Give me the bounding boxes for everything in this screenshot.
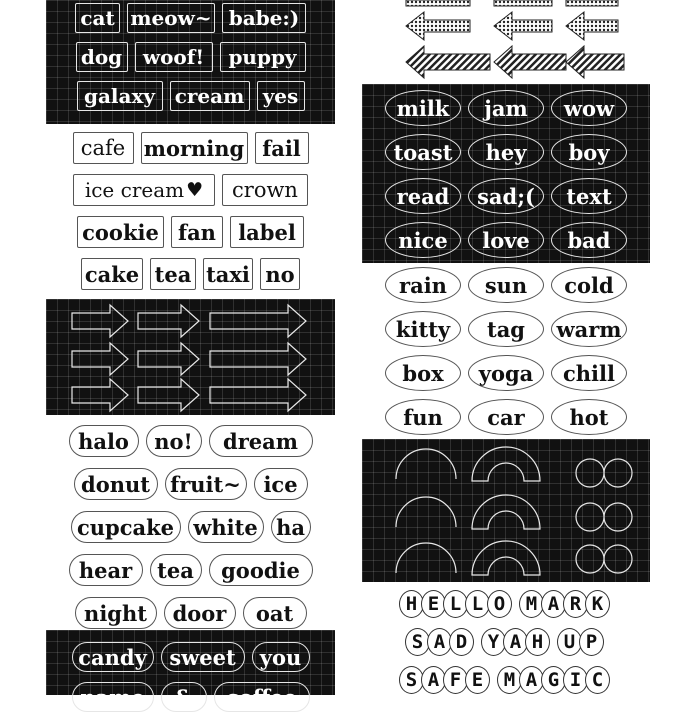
right-band-3 (362, 263, 650, 439)
word-sticker[interactable]: cake (81, 258, 143, 290)
word-sticker[interactable]: oat (243, 597, 307, 629)
word-sticker[interactable]: car (468, 399, 544, 435)
arc-icon (396, 449, 456, 479)
letter-bubble: L (443, 590, 468, 618)
striped-arrow-icon (494, 46, 566, 78)
word-sticker[interactable]: donut (74, 468, 158, 500)
letter-bubble: R (563, 590, 588, 618)
arrow-icon (210, 305, 306, 337)
sticker-row (362, 399, 650, 435)
letter-bubble: S (405, 628, 430, 656)
word-sticker[interactable]: hear (69, 554, 143, 586)
letter-bubble: H (525, 628, 550, 656)
word-sticker[interactable]: kitty (385, 311, 461, 347)
word-sticker[interactable]: & (161, 682, 207, 712)
letter-word-text (500, 666, 501, 667)
dotted-arrow-icon (566, 0, 618, 6)
word-sticker[interactable]: text (551, 178, 627, 214)
left-band-4 (46, 415, 335, 630)
word-sticker[interactable]: no! (146, 425, 202, 457)
rainbow-arch-icon (472, 495, 540, 529)
dotted-arrow-icon (406, 12, 470, 40)
cloud-icon (576, 545, 632, 573)
letter-word-text (484, 628, 485, 629)
word-sticker[interactable]: no (260, 258, 300, 290)
striped-arrow-icon (406, 46, 490, 78)
sticker-row (46, 258, 335, 290)
word-sticker[interactable]: coffee (214, 682, 310, 712)
sticker-label: ice cream (84, 178, 185, 202)
word-sticker[interactable]: rain (385, 267, 461, 303)
dotted-arrow-icon (406, 0, 470, 6)
word-sticker[interactable]: read (385, 178, 461, 214)
letter-word-text (408, 628, 409, 629)
word-sticker[interactable]: warm (551, 311, 627, 347)
letter-word-up[interactable] (560, 628, 604, 656)
letter-bubble: A (519, 666, 544, 694)
word-sticker[interactable]: cat (75, 3, 120, 33)
letter-word-safe[interactable] (402, 666, 490, 694)
dotted-arrow-icon (494, 12, 552, 40)
sticker-row (46, 511, 335, 543)
word-sticker[interactable]: white (188, 511, 264, 543)
word-sticker[interactable]: dog (76, 42, 128, 72)
arc-icon (396, 543, 456, 573)
right-sticker-sheet (362, 0, 650, 695)
arrow-icon (72, 379, 128, 411)
sticker-row (46, 216, 335, 248)
letter-bubble: Y (481, 628, 506, 656)
letter-bubble: A (421, 666, 446, 694)
word-sticker[interactable]: boy (551, 134, 627, 170)
arc-icon (396, 497, 456, 527)
arrow-stickers (46, 299, 335, 415)
letter-bubble: A (503, 628, 528, 656)
word-sticker[interactable]: goodie (209, 554, 313, 586)
left-band-1 (46, 0, 335, 124)
letter-bubble: C (585, 666, 610, 694)
word-sticker[interactable]: crown (222, 174, 308, 206)
sticker-row (46, 132, 335, 164)
sticker-row (46, 42, 335, 72)
word-sticker[interactable]: puppy (220, 42, 306, 72)
letter-bubble: S (399, 666, 424, 694)
sticker-row (46, 682, 335, 712)
sticker-row (46, 468, 335, 500)
sticker-row (362, 90, 650, 126)
left-band-5 (46, 630, 335, 710)
word-sticker[interactable]: fruit~ (165, 468, 247, 500)
letter-bubble: U (557, 628, 582, 656)
word-sticker[interactable]: dream (209, 425, 313, 457)
arrow-icon (138, 305, 199, 337)
sticker-row (362, 355, 650, 391)
dotted-arrow-icon (494, 0, 552, 6)
arrow-icon (210, 343, 306, 375)
letter-bubble: M (519, 590, 544, 618)
rainbow-arch-icon (472, 541, 540, 575)
letter-row (362, 590, 650, 618)
word-sticker[interactable]: box (385, 355, 461, 391)
letter-bubble: A (541, 590, 566, 618)
rainbow-arch-icon (472, 447, 540, 481)
letter-word-sad[interactable] (408, 628, 474, 656)
word-sticker[interactable]: wow (551, 90, 627, 126)
word-sticker[interactable]: yoga (468, 355, 544, 391)
cloud-icon (576, 503, 632, 531)
word-sticker[interactable]: yes (257, 81, 305, 111)
word-sticker[interactable]: candy (72, 642, 154, 672)
sticker-row (362, 222, 650, 258)
letter-row (362, 666, 650, 694)
word-sticker[interactable]: fail (255, 132, 309, 164)
sticker-row (46, 597, 335, 629)
word-sticker[interactable]: cupcake (71, 511, 181, 543)
word-sticker[interactable]: hey (468, 134, 544, 170)
dotted-arrow-icon (566, 12, 618, 40)
word-sticker[interactable]: nice (385, 222, 461, 258)
sticker-row (46, 554, 335, 586)
word-sticker[interactable]: ice (254, 468, 308, 500)
word-sticker[interactable]: ha (271, 511, 311, 543)
word-sticker[interactable]: galaxy (77, 81, 163, 111)
word-sticker[interactable]: cafe (73, 132, 134, 164)
word-sticker[interactable]: sweet (161, 642, 245, 672)
word-sticker[interactable]: sad;( (468, 178, 544, 214)
sticker-row (46, 3, 335, 33)
letter-word-text (522, 590, 523, 591)
arc-stickers (362, 439, 650, 582)
sticker-row (46, 642, 335, 672)
letter-bubble: P (579, 628, 604, 656)
letter-bubble: H (399, 590, 424, 618)
word-sticker[interactable]: morning (141, 132, 248, 164)
arrow-icon (138, 343, 199, 375)
sticker-row (46, 81, 335, 111)
word-sticker[interactable]: babe:) (222, 3, 306, 33)
letter-bubble: M (497, 666, 522, 694)
right-band-2 (362, 84, 650, 263)
word-sticker[interactable]: jam (468, 90, 544, 126)
sticker-row (362, 267, 650, 303)
word-sticker[interactable]: tea (150, 554, 202, 586)
letter-word-hello[interactable] (402, 590, 512, 618)
word-sticker[interactable]: meow~ (127, 3, 215, 33)
letter-bubble: L (465, 590, 490, 618)
letter-word-text (402, 666, 403, 667)
letter-bubble: I (563, 666, 588, 694)
word-sticker[interactable]: name (72, 682, 154, 712)
letter-word-text (560, 628, 561, 629)
letter-bubble: G (541, 666, 566, 694)
word-sticker[interactable]: cold (551, 267, 627, 303)
word-sticker[interactable]: label (230, 216, 304, 248)
patterned-arrow-stickers (362, 0, 650, 84)
sticker-row (362, 311, 650, 347)
word-sticker[interactable]: cookie (77, 216, 164, 248)
letter-bubble: F (443, 666, 468, 694)
word-sticker[interactable]: halo (69, 425, 139, 457)
heart-icon: ♥ (186, 178, 204, 201)
word-sticker[interactable]: bad (551, 222, 627, 258)
letter-word-text (402, 590, 403, 591)
word-sticker[interactable]: fan (171, 216, 223, 248)
arrow-icon (138, 379, 199, 411)
right-band-5 (362, 582, 650, 695)
word-sticker[interactable]: chill (551, 355, 627, 391)
left-band-3 (46, 299, 335, 415)
letter-bubble: A (427, 628, 452, 656)
word-sticker-ice-cream[interactable] (73, 174, 215, 206)
word-sticker[interactable]: toast (385, 134, 461, 170)
sticker-row (362, 134, 650, 170)
arrow-icon (72, 305, 128, 337)
word-sticker[interactable]: tea (150, 258, 196, 290)
word-sticker[interactable]: taxi (203, 258, 253, 290)
word-sticker[interactable]: sun (468, 267, 544, 303)
arrow-icon (210, 379, 306, 411)
sticker-row (46, 174, 335, 206)
right-band-1 (362, 0, 650, 84)
word-sticker[interactable]: milk (385, 90, 461, 126)
letter-bubble: E (465, 666, 490, 694)
letter-word-mark[interactable] (522, 590, 610, 618)
arrow-icon (72, 343, 128, 375)
left-band-2 (46, 124, 335, 299)
letter-bubble: E (421, 590, 446, 618)
letter-bubble: D (449, 628, 474, 656)
word-sticker[interactable]: night (75, 597, 157, 629)
word-sticker[interactable]: love (468, 222, 544, 258)
word-sticker[interactable]: fun (385, 399, 461, 435)
letter-word-magic[interactable] (500, 666, 610, 694)
left-sticker-sheet (46, 0, 335, 710)
sticker-row (362, 178, 650, 214)
word-sticker[interactable]: cream (170, 81, 250, 111)
sticker-row (46, 425, 335, 457)
letter-word-yah[interactable] (484, 628, 550, 656)
letter-bubble: O (487, 590, 512, 618)
word-sticker[interactable]: tag (468, 311, 544, 347)
cloud-icon (576, 459, 632, 487)
word-sticker[interactable]: woof! (135, 42, 213, 72)
letter-bubble: K (585, 590, 610, 618)
word-sticker[interactable]: hot (551, 399, 627, 435)
word-sticker[interactable]: you (252, 642, 310, 672)
striped-arrow-icon (566, 46, 624, 78)
letter-row (362, 628, 650, 656)
word-sticker[interactable]: door (164, 597, 236, 629)
right-band-4 (362, 439, 650, 582)
